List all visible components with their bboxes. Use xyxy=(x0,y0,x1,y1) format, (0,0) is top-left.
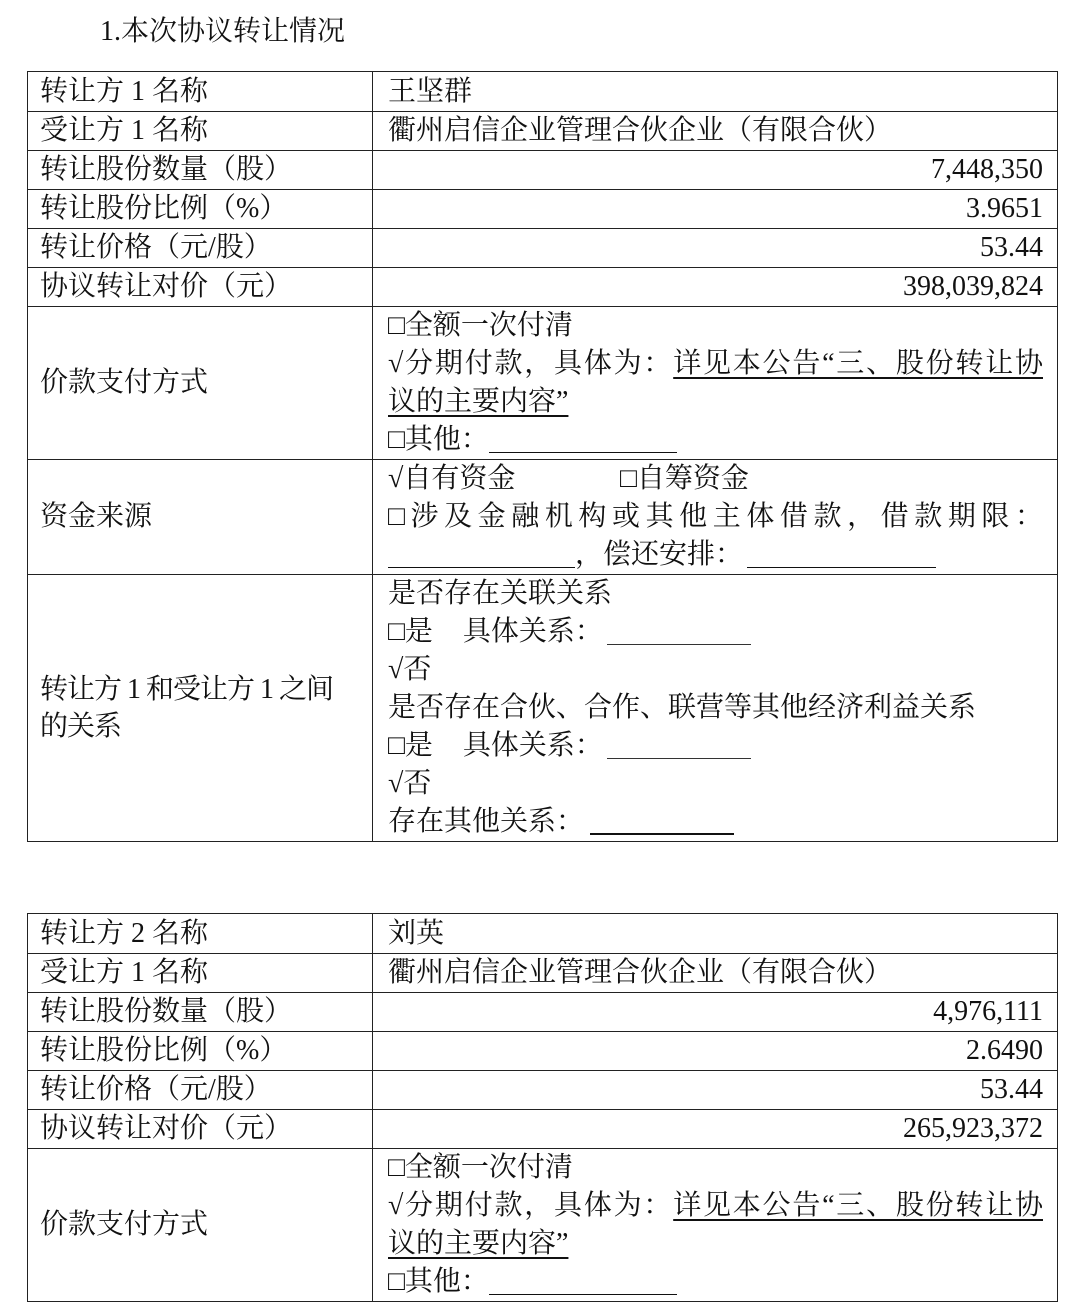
blank-line xyxy=(388,567,575,568)
option-no: √否 xyxy=(388,654,432,685)
table-row xyxy=(28,1032,1058,1071)
option-installment xyxy=(388,1187,1043,1225)
option-other-label: □其他： xyxy=(388,1266,489,1297)
transferee-name: 衢州启信企业管理合伙企业（有限合伙） xyxy=(373,954,1058,993)
consideration-label: 协议转让对价（元） xyxy=(28,1110,373,1149)
table-row xyxy=(28,1071,1058,1110)
option-own-funds: √自有资金 xyxy=(388,463,516,494)
relationship-label-line-1: 转让方 1 和受让方 1 之间 xyxy=(40,674,334,705)
shares-label: 转让股份数量（股） xyxy=(28,151,373,190)
relationship-label-line-2: 的关系 xyxy=(40,711,122,742)
section-title: 1.本次协议转让情况 xyxy=(100,16,346,47)
blank-line xyxy=(590,833,734,835)
price-label: 转让价格（元/股） xyxy=(28,229,373,268)
option-loan: □涉及金融机构或其他主体借款，借款期限： xyxy=(388,501,1043,532)
transferee-name: 衢州启信企业管理合伙企业（有限合伙） xyxy=(373,112,1058,151)
price-label: 转让价格（元/股） xyxy=(28,1071,373,1110)
table-row xyxy=(28,575,1058,842)
table-row xyxy=(28,954,1058,993)
funding-options-row xyxy=(388,460,1043,498)
table-row xyxy=(28,190,1058,229)
installment-prefix: √分期付款，具体为： xyxy=(388,1190,674,1221)
option-no: √否 xyxy=(388,768,432,799)
table-row xyxy=(28,72,1058,112)
table-row xyxy=(28,307,1058,460)
shares-label: 转让股份数量（股） xyxy=(28,993,373,1032)
payment-method-options xyxy=(373,307,1058,460)
relationship-options xyxy=(373,575,1058,842)
option-other xyxy=(388,421,1043,459)
transferor-name: 王坚群 xyxy=(373,72,1058,112)
blank-line xyxy=(489,452,677,453)
detail-label: 具体关系： xyxy=(462,616,603,647)
loan-terms xyxy=(388,536,1043,574)
option-other xyxy=(388,1263,1043,1301)
transfer-table-1 xyxy=(27,71,1058,842)
payment-method-label: 价款支付方式 xyxy=(28,307,373,460)
table-row xyxy=(28,914,1058,954)
option-other-label: □其他： xyxy=(388,424,489,455)
installment-detail: 详见本公告“三、股份转让协 xyxy=(673,348,1043,379)
shares-value: 7,448,350 xyxy=(373,151,1058,190)
question-related-party: 是否存在关联关系 xyxy=(388,578,613,609)
relationship-label xyxy=(28,575,373,842)
option-lump-sum: □全额一次付清 xyxy=(388,310,573,341)
economic-yes-row xyxy=(388,727,1043,765)
ratio-label: 转让股份比例（%） xyxy=(28,190,373,229)
option-lump-sum: □全额一次付清 xyxy=(388,1152,573,1183)
table-row xyxy=(28,1110,1058,1149)
related-yes-row xyxy=(388,613,1043,651)
blank-line xyxy=(747,567,936,568)
shares-value: 4,976,111 xyxy=(373,993,1058,1032)
table-row xyxy=(28,229,1058,268)
ratio-label: 转让股份比例（%） xyxy=(28,1032,373,1071)
ratio-value: 3.9651 xyxy=(373,190,1058,229)
price-value: 53.44 xyxy=(373,229,1058,268)
transferee-label: 受让方 1 名称 xyxy=(28,954,373,993)
question-economic-interest: 是否存在合伙、合作、联营等其他经济利益关系 xyxy=(388,692,977,723)
table-row xyxy=(28,993,1058,1032)
table-row xyxy=(28,151,1058,190)
other-relationship-row xyxy=(388,803,1043,841)
repayment-label: ，偿还安排： xyxy=(575,539,744,570)
installment-detail: 议的主要内容” xyxy=(388,1228,569,1259)
installment-detail: 详见本公告“三、股份转让协 xyxy=(673,1190,1043,1221)
installment-detail: 议的主要内容” xyxy=(388,386,569,417)
payment-method-options xyxy=(373,1149,1058,1302)
consideration-label: 协议转让对价（元） xyxy=(28,268,373,307)
transferor-label: 转让方 2 名称 xyxy=(28,914,373,954)
table-row xyxy=(28,1149,1058,1302)
transferee-label: 受让方 1 名称 xyxy=(28,112,373,151)
consideration-value: 265,923,372 xyxy=(373,1110,1058,1149)
funding-source-label: 资金来源 xyxy=(28,460,373,575)
table-row xyxy=(28,268,1058,307)
transferor-label: 转让方 1 名称 xyxy=(28,72,373,112)
blank-line xyxy=(607,644,751,645)
blank-line xyxy=(607,758,751,759)
consideration-value: 398,039,824 xyxy=(373,268,1058,307)
option-self-raised: □自筹资金 xyxy=(620,463,749,494)
payment-method-label: 价款支付方式 xyxy=(28,1149,373,1302)
blank-line xyxy=(489,1294,677,1295)
transfer-table-2 xyxy=(27,913,1058,1302)
option-yes: □是 xyxy=(388,730,433,761)
funding-source-options xyxy=(373,460,1058,575)
installment-detail-continued xyxy=(388,1225,1043,1263)
table-row xyxy=(28,460,1058,575)
installment-detail-continued xyxy=(388,383,1043,421)
other-relationship-label: 存在其他关系： xyxy=(388,806,585,837)
installment-prefix: √分期付款，具体为： xyxy=(388,348,674,379)
detail-label: 具体关系： xyxy=(462,730,603,761)
option-yes: □是 xyxy=(388,616,433,647)
ratio-value: 2.6490 xyxy=(373,1032,1058,1071)
price-value: 53.44 xyxy=(373,1071,1058,1110)
table-row xyxy=(28,112,1058,151)
transferor-name: 刘英 xyxy=(373,914,1058,954)
option-installment xyxy=(388,345,1043,383)
